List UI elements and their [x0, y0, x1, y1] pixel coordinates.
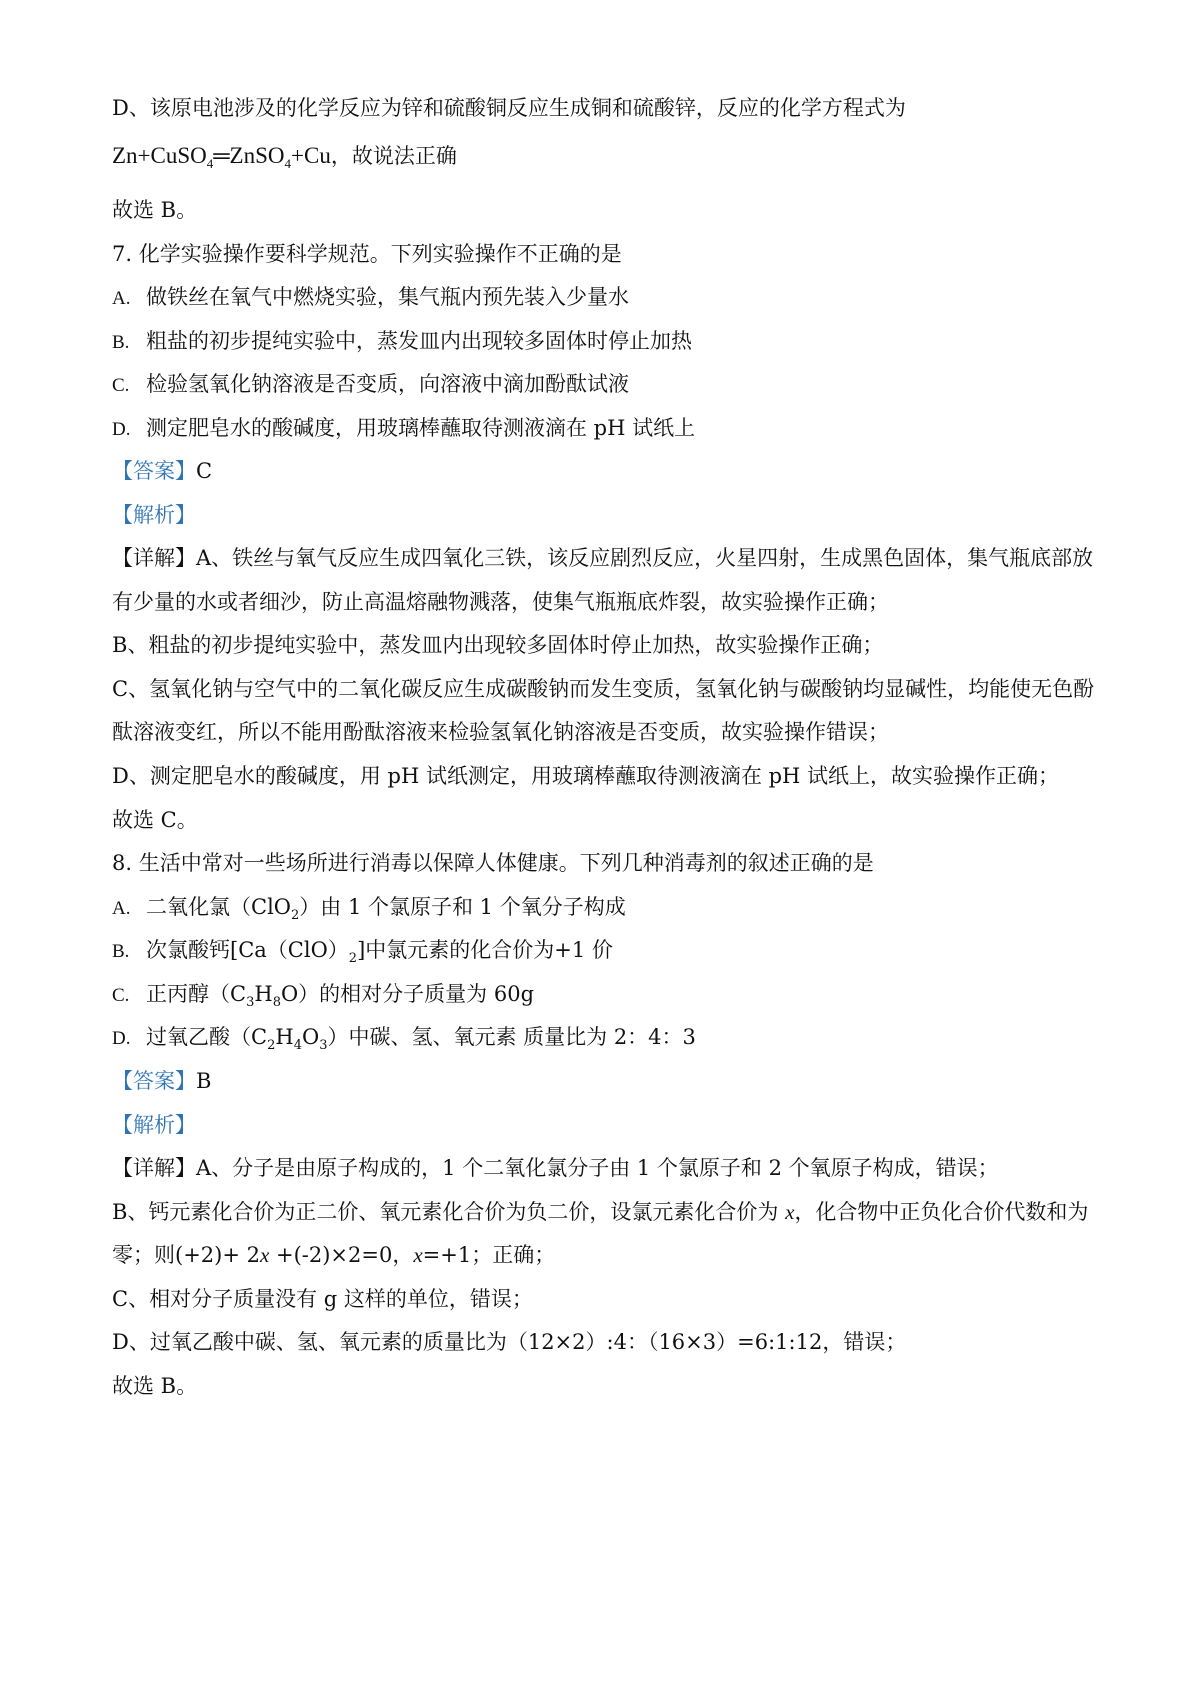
q8-detail-line: C、相对分子质量没有 g 这样的单位，错误；	[112, 1287, 533, 1311]
q8-analysis-heading: 【解析】	[112, 1113, 196, 1137]
q7-analysis-heading: 【解析】	[112, 503, 196, 527]
q7-option-d: D. 测定肥皂水的酸碱度，用玻璃棒蘸取待测液滴在 pH 试纸上	[112, 416, 696, 440]
q8-conclusion: 故选 B。	[112, 1374, 198, 1398]
q7-option-c: C. 检验氢氧化钠溶液是否变质，向溶液中滴加酚酞试液	[112, 372, 629, 396]
q7-detail-line: 酞溶液变红，所以不能用酚酞溶液来检验氢氧化钠溶液是否变质，故实验操作错误；	[112, 720, 889, 744]
q8-detail-line: B、钙元素化合价为正二价、氧元素化合价为负二价，设氯元素化合价为 x，化合物中正负化合价代数和为	[112, 1200, 1089, 1224]
q7-detail-line: C、氢氧化钠与空气中的二氧化碳反应生成碳酸钠而发生变质，氢氧化钠与碳酸钠均显碱性，均能使无色酚	[112, 677, 1095, 701]
q8-option-a: A. 二氧化氯（ClO$_2$）由 1 个氯原子和 1 个氧分子构成	[112, 895, 626, 923]
option-d-explanation: D、该原电池涉及的化学反应为锌和硫酸铜反应生成铜和硫酸锌，反应的化学方程式为	[112, 96, 906, 120]
q8-stem: 8. 生活中常对一些场所进行消毒以保障人体健康。下列几种消毒剂的叙述正确的是	[112, 851, 874, 875]
q6-conclusion: 故选 B。	[112, 198, 198, 222]
q7-stem: 7. 化学实验操作要科学规范。下列实验操作不正确的是	[112, 242, 622, 266]
q8-answer: 【答案】B	[112, 1069, 212, 1093]
q7-option-b: B. 粗盐的初步提纯实验中，蒸发皿内出现较多固体时停止加热	[112, 329, 692, 353]
chemical-equation: Zn+CuSO$_4$═ZnSO$_4$+Cu，故说法正确	[112, 143, 457, 171]
q7-detail-line: D、测定肥皂水的酸碱度，用 pH 试纸测定，用玻璃棒蘸取待测液滴在 pH 试纸上，故实验操作正确；	[112, 764, 1060, 788]
q8-detail-line: 零；则(+2)+ 2x +(-2)×2=0，x=+1；正确；	[112, 1243, 556, 1267]
q7-detail-line: 【详解】A、铁丝与氧气反应生成四氧化三铁，该反应剧烈反应，火星四射，生成黑色固体，集气瓶底部放	[112, 546, 1094, 570]
q7-option-a: A. 做铁丝在氧气中燃烧实验，集气瓶内预先装入少量水	[112, 285, 629, 309]
q8-detail-line: D、过氧乙酸中碳、氢、氧元素的质量比为（12×2）:4：（16×3）=6:1:12，错误；	[112, 1330, 907, 1354]
q7-detail-line: B、粗盐的初步提纯实验中，蒸发皿内出现较多固体时停止加热，故实验操作正确；	[112, 633, 884, 657]
q7-conclusion: 故选 C。	[112, 808, 198, 832]
q7-answer: 【答案】C	[112, 459, 213, 483]
q8-option-b: B. 次氯酸钙$[Ca(ClO)_2]$中氯元素的化合价为+1 价	[112, 938, 613, 966]
q7-detail-line: 有少量的水或者细沙，防止高温熔融物溅落，使集气瓶瓶底炸裂，故实验操作正确；	[112, 590, 889, 614]
q8-option-c: C. 正丙醇$(C_3H_8O)$的相对分子质量为 60g	[112, 982, 535, 1010]
q8-option-d: D. 过氧乙酸$(C_2H_4O_3)$中碳、氢、氧元素 质量比为 2：4：3	[112, 1025, 696, 1053]
q8-detail-line: 【详解】A、分子是由原子构成的，1 个二氧化氯分子由 1 个氯原子和 2 个氧原子构成，错误；	[112, 1156, 999, 1180]
